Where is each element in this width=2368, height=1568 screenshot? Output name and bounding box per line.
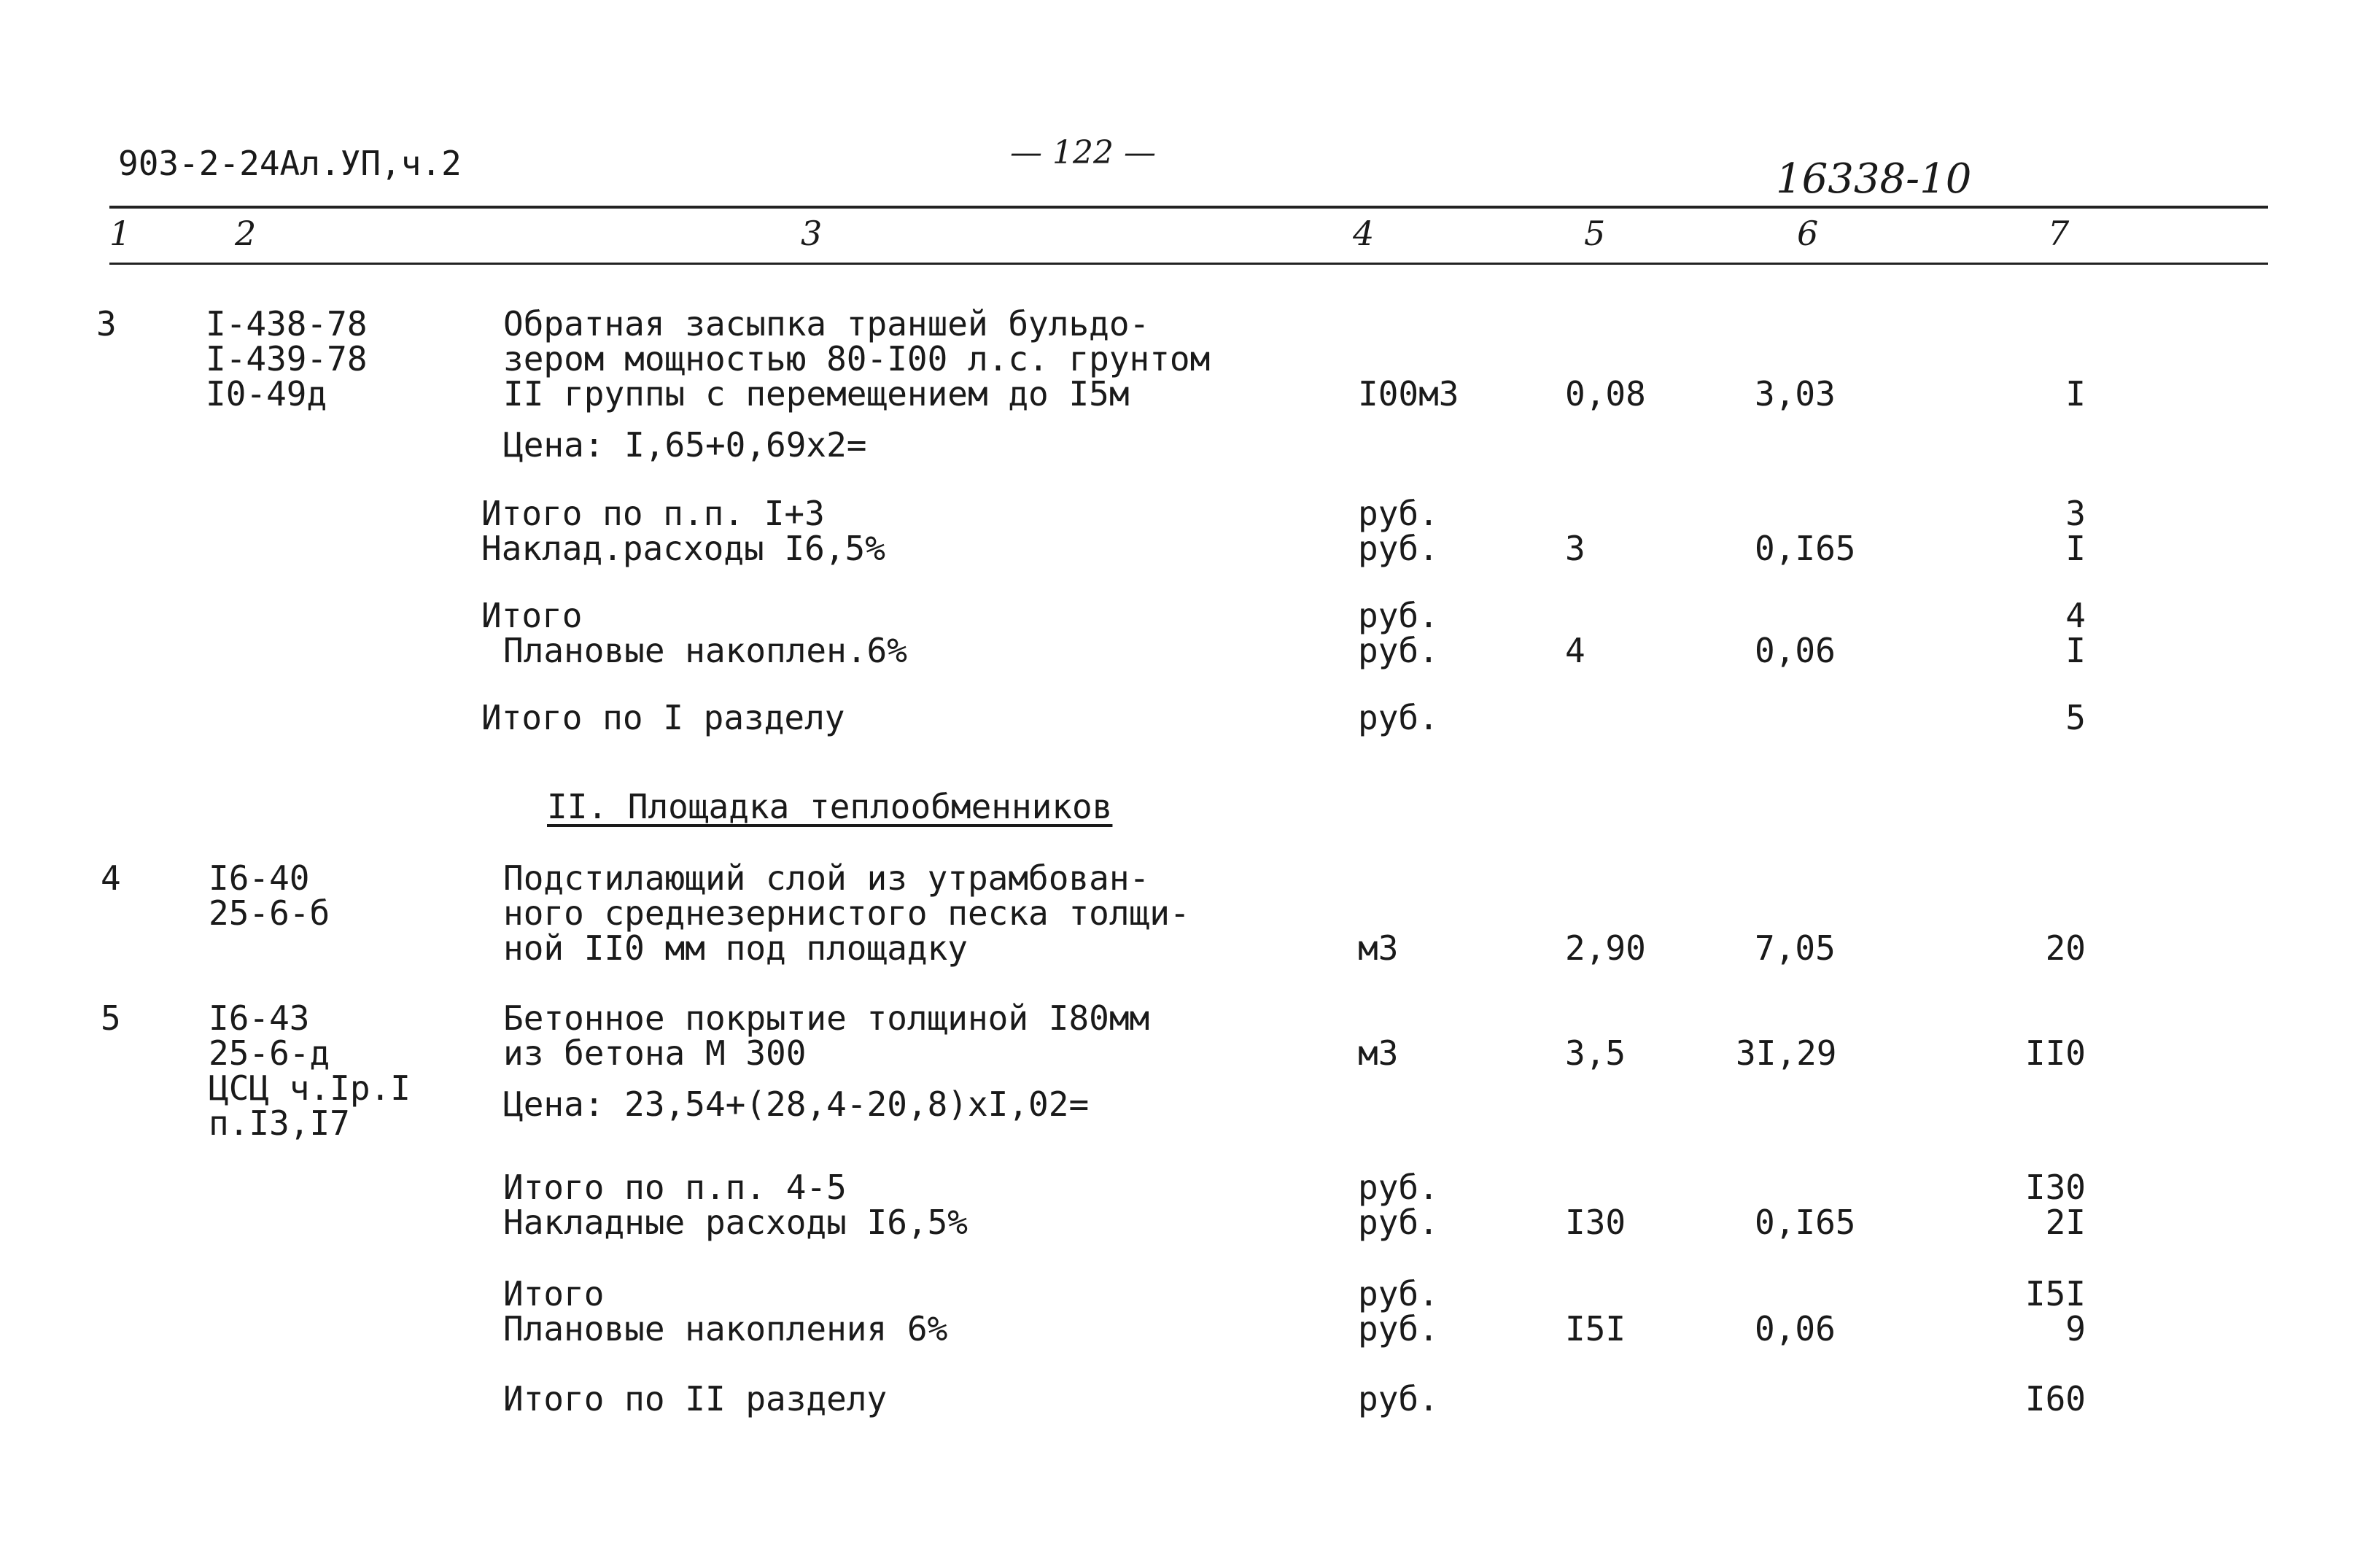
savings-1-unit: руб.	[1358, 631, 1439, 670]
row-5-desc-2: из бетона М 300	[503, 1033, 807, 1073]
overhead-1-rate: 0,I65	[1755, 529, 1856, 568]
row-5-qty: 3,5	[1565, 1033, 1626, 1073]
header-bottom-rule	[109, 263, 2268, 265]
section-2-total-unit: руб.	[1358, 1379, 1439, 1418]
row-5-price: 3I,29	[1736, 1033, 1837, 1073]
doc-ref: 903-2-24Ал.УП,ч.2	[118, 144, 462, 183]
savings-2-unit: руб.	[1358, 1309, 1439, 1348]
col-header-7: 7	[2048, 214, 2070, 253]
savings-2-label: Плановые накопления 6%	[503, 1309, 948, 1348]
savings-1-qty: 4	[1565, 631, 1585, 670]
row-4-desc-1: Подстилающий слой из утрамбован-	[503, 858, 1150, 898]
row-3-code-2: I-439-78	[206, 339, 368, 379]
row-5-total: II0	[2025, 1033, 2086, 1073]
itogo-1-label: Итого	[481, 596, 583, 635]
itogo-1-total: 4	[2065, 596, 2086, 635]
row-4-number: 4	[101, 858, 121, 898]
subtotal-1-total: 3	[2065, 494, 2086, 533]
row-4-unit: м3	[1358, 928, 1399, 968]
row-4-qty: 2,90	[1565, 928, 1646, 968]
row-3-desc-2: зером мощностью 80-I00 л.с. грунтом	[503, 339, 1211, 379]
row-4-code-1: I6-40	[209, 858, 310, 898]
page-number: — 122 —	[1010, 134, 1156, 171]
col-header-1: 1	[109, 214, 131, 253]
section-2-total-value: I60	[2025, 1379, 2086, 1418]
overhead-2-unit: руб.	[1358, 1203, 1439, 1242]
savings-2-rate: 0,06	[1755, 1309, 1836, 1348]
col-header-2: 2	[235, 214, 257, 253]
itogo-1-unit: руб.	[1358, 596, 1439, 635]
col-header-4: 4	[1353, 214, 1375, 253]
row-3-qty: 0,08	[1565, 374, 1646, 414]
row-3-desc-1: Обратная засыпка траншей бульдо-	[503, 304, 1150, 344]
row-5-code-4: п.I3,I7	[209, 1103, 350, 1143]
overhead-2-qty: I30	[1565, 1203, 1626, 1242]
savings-1-rate: 0,06	[1755, 631, 1836, 670]
itogo-2-label: Итого	[503, 1274, 605, 1313]
subtotal-1-unit: руб.	[1358, 494, 1439, 533]
section-1-total-value: 5	[2065, 698, 2086, 737]
savings-1-total: I	[2065, 631, 2086, 670]
row-5-desc-1: Бетонное покрытие толщиной I80мм	[503, 998, 1150, 1038]
subtotal-2-total: I30	[2025, 1168, 2086, 1207]
row-3-price-formula: Цена: I,65+0,69х2=	[503, 425, 867, 465]
row-3-price: 3,03	[1755, 374, 1836, 414]
header-top-rule	[109, 206, 2268, 209]
itogo-2-unit: руб.	[1358, 1274, 1439, 1313]
savings-2-qty: I5I	[1565, 1309, 1626, 1348]
row-4-desc-2: ного среднезернистого песка толщи-	[503, 893, 1190, 933]
row-5-unit: м3	[1358, 1033, 1399, 1073]
row-3-code-3: I0-49д	[206, 374, 327, 414]
overhead-1-unit: руб.	[1358, 529, 1439, 568]
row-4-total: 20	[2045, 928, 2086, 968]
section-2-title: II. Площадка теплообменников	[547, 787, 1113, 826]
row-5-code-2: 25-6-д	[209, 1033, 330, 1073]
archive-number: 16338-10	[1776, 155, 1972, 203]
section-1-total-label: Итого по I разделу	[481, 698, 845, 737]
row-4-code-2: 25-6-б	[209, 893, 330, 933]
row-3-unit: I00м3	[1358, 374, 1459, 414]
row-5-code-1: I6-43	[209, 998, 310, 1038]
row-3-number: 3	[96, 304, 117, 344]
row-3-total: I	[2065, 374, 2086, 414]
overhead-2-rate: 0,I65	[1755, 1203, 1856, 1242]
section-1-total-unit: руб.	[1358, 698, 1439, 737]
row-3-desc-3: II группы с перемещением до I5м	[503, 374, 1130, 414]
col-header-6: 6	[1797, 214, 1819, 253]
overhead-1-label: Наклад.расходы I6,5%	[481, 529, 885, 568]
row-3-code-1: I-438-78	[206, 304, 368, 344]
subtotal-2-label: Итого по п.п. 4-5	[503, 1168, 847, 1207]
overhead-2-total: 2I	[2045, 1203, 2086, 1242]
col-header-5: 5	[1584, 214, 1606, 253]
itogo-2-total: I5I	[2025, 1274, 2086, 1313]
overhead-2-label: Накладные расходы I6,5%	[503, 1203, 968, 1242]
row-5-code-3: ЦСЦ ч.Iр.I	[209, 1068, 411, 1108]
row-4-desc-3: ной II0 мм под площадку	[503, 928, 968, 968]
subtotal-2-unit: руб.	[1358, 1168, 1439, 1207]
savings-2-total: 9	[2065, 1309, 2086, 1348]
row-4-price: 7,05	[1755, 928, 1836, 968]
row-5-number: 5	[101, 998, 121, 1038]
savings-1-label: Плановые накоплен.6%	[503, 631, 907, 670]
row-5-price-formula: Цена: 23,54+(28,4-20,8)хI,02=	[503, 1084, 1090, 1124]
overhead-1-total: I	[2065, 529, 2086, 568]
section-2-total-label: Итого по II разделу	[503, 1379, 888, 1418]
subtotal-1-label: Итого по п.п. I+3	[481, 494, 825, 533]
col-header-3: 3	[801, 214, 823, 253]
overhead-1-qty: 3	[1565, 529, 1585, 568]
